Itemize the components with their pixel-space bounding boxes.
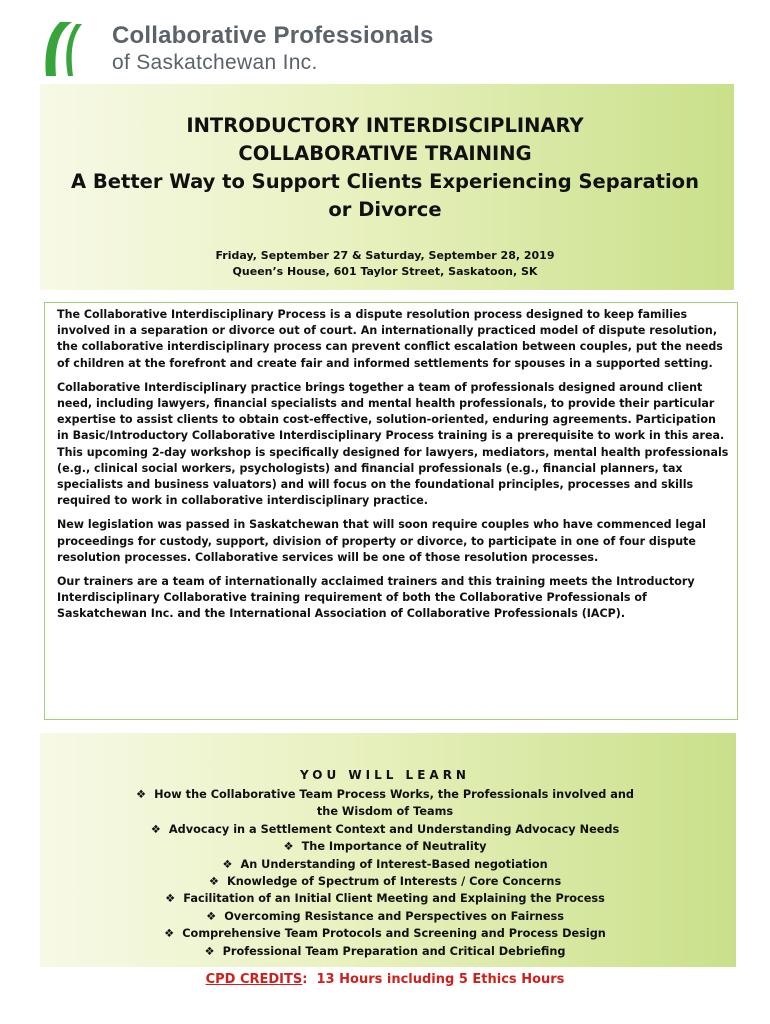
bullet-icon: ❖ xyxy=(222,857,233,871)
list-item xyxy=(0,786,770,803)
learn-heading: YOU WILL LEARN xyxy=(300,768,470,782)
list-item xyxy=(0,821,770,838)
list-item-text: How the Collaborative Team Process Works, the Professionals involved and xyxy=(154,788,635,801)
list-item-text: Overcoming Resistance and Perspectives on Fairness xyxy=(224,909,564,923)
intro-text xyxy=(57,307,729,631)
list-item xyxy=(0,890,770,907)
bullet-icon: ❖ xyxy=(164,927,175,941)
list-item-text: the Wisdom of Teams xyxy=(316,805,454,819)
logo-name-line2: of Saskatchewan Inc. xyxy=(112,51,318,74)
bullet-icon: ❖ xyxy=(135,788,147,801)
list-item-text: Knowledge of Spectrum of Interests / Core Concerns xyxy=(226,875,562,889)
list-item xyxy=(0,803,770,820)
bullet-icon: ❖ xyxy=(206,909,217,923)
subtitle-line: or Divorce xyxy=(328,198,442,221)
event-details xyxy=(0,248,770,280)
intro-paragraph: Collaborative Interdisciplinary practice brings together a team of professionals designed around client need, including lawyers, financial specialists and mental health professionals, to provide their particular expertise to assist clients to obtain cost-effective, solution-oriented, enduring agreements. Participation in Basic/Introductory Collaborative Interdisciplinary Process training is a prerequisite to work in this area. This upcoming 2-day workshop is specifically designed for lawyers, mediators, mental health professionals (e.g., clinical social workers, psychologists) and financial professionals (e.g., financial planners, tax specialists and business valuators) and will focus on the foundational principles, processes and skills required to work in collaborative interdisciplinary practice. xyxy=(57,380,729,508)
bullet-icon: ❖ xyxy=(150,822,161,836)
subtitle-line: A Better Way to Support Clients Experiencing Separation xyxy=(71,170,699,193)
bullet-icon: ❖ xyxy=(204,944,215,958)
logo-mark-icon xyxy=(42,18,104,80)
list-item xyxy=(0,856,770,873)
cpd-label: CPD CREDITS xyxy=(205,972,303,987)
list-item-text: An Understanding of Interest-Based negotiation xyxy=(240,857,548,871)
logo xyxy=(42,18,442,80)
list-item xyxy=(0,838,770,855)
title-line: INTRODUCTORY INTERDISCIPLINARY xyxy=(186,114,584,137)
list-item xyxy=(0,873,770,890)
bullet-icon: ❖ xyxy=(283,840,294,854)
intro-paragraph: The Collaborative Interdisciplinary Process is a dispute resolution process designed to keep families involved in a separation or divorce out of court. An internationally practiced model of dispute resolution, the collaborative interdisciplinary process can prevent conflict escalation between couples, put the needs of children at the forefront and create fair and informed settlements for spouses in a supported setting. xyxy=(57,308,723,370)
list-item-text: The Importance of Neutrality xyxy=(301,840,487,854)
list-item-text: Professional Team Preparation and Critical Debriefing xyxy=(222,944,566,958)
list-item-text: Comprehensive Team Protocols and Screening and Process Design xyxy=(182,927,606,941)
list-item xyxy=(0,908,770,925)
intro-paragraph: Our trainers are a team of internationally acclaimed trainers and this training meets the Introductory Interdisciplinary Collaborative training requirement of both the Collaborative Professionals of Saskatchewan Inc. and the International Association of Collaborative Professionals (IACP). xyxy=(57,575,695,621)
learn-list xyxy=(0,786,770,960)
intro-paragraph: New legislation was passed in Saskatchewan that will soon require couples who have commenced legal proceedings for custody, support, division of property or divorce, to participate in one of four dispute resolution processes. Collaborative services will be one of those resolution processes. xyxy=(57,518,706,564)
bullet-icon: ❖ xyxy=(165,892,176,906)
title-line: COLLABORATIVE TRAINING xyxy=(238,142,532,165)
event-location: Queen’s House, 601 Taylor Street, Saskatoon, SK xyxy=(232,265,538,278)
cpd-value: 13 Hours including 5 Ethics Hours xyxy=(316,972,565,987)
list-item-text: Facilitation of an Initial Client Meeting and Explaining the Process xyxy=(183,892,605,906)
cpd-separator: : xyxy=(302,972,308,987)
cpd-credits xyxy=(0,972,770,987)
bullet-icon: ❖ xyxy=(208,875,219,889)
list-item-text: Advocacy in a Settlement Context and Understanding Advocacy Needs xyxy=(168,822,620,836)
list-item xyxy=(0,943,770,960)
page-title xyxy=(0,112,770,224)
logo-name-line1: Collaborative Professionals xyxy=(112,22,434,49)
list-item xyxy=(0,925,770,942)
event-date: Friday, September 27 & Saturday, September 28, 2019 xyxy=(215,249,555,262)
